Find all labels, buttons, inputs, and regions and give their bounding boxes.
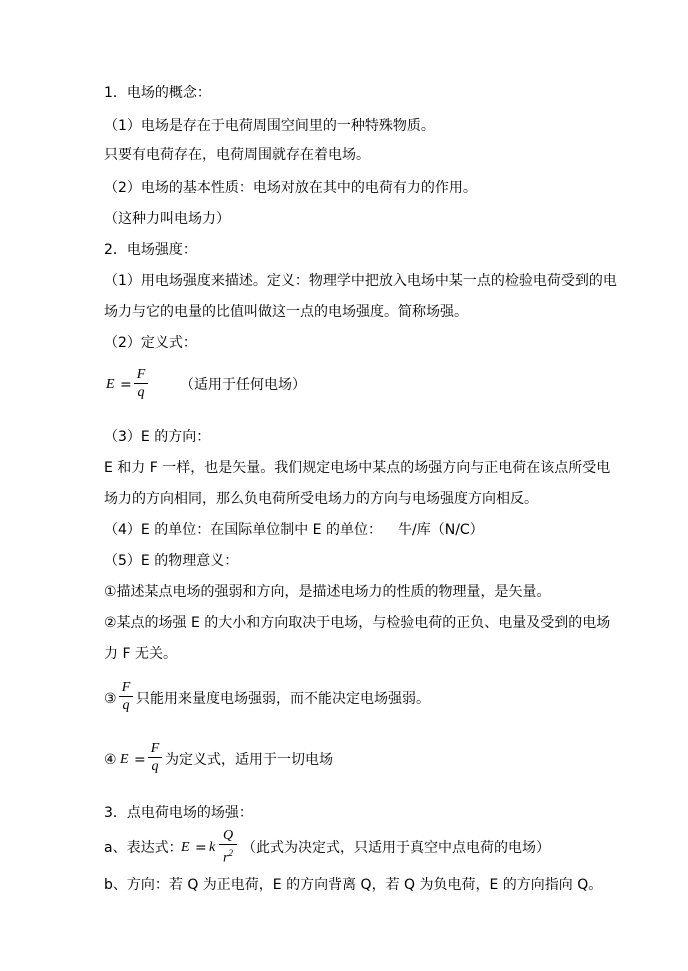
paragraph-line: （3）E 的方向： bbox=[104, 429, 211, 445]
formula-E: E bbox=[106, 377, 115, 392]
paragraph-line: （4）E 的单位：在国际单位制中 E 的单位： bbox=[104, 522, 382, 538]
paragraph-line: （5）E 的物理意义： bbox=[104, 553, 239, 569]
fraction-numerator: F bbox=[136, 367, 146, 382]
fraction-F-over-q bbox=[134, 367, 148, 400]
paragraph-line: （这种力叫电场力） bbox=[104, 211, 230, 227]
section-2-heading: 2．电场强度： bbox=[104, 242, 197, 258]
fraction-numerator: Q bbox=[222, 828, 234, 843]
formula-E: E bbox=[120, 752, 129, 767]
paragraph-line: （1）用电场强度来描述。定义：物理学中把放入电场中某一点的检验电荷受到的电 bbox=[104, 273, 617, 289]
paragraph-line: （2）定义式： bbox=[104, 335, 197, 351]
fraction-F-over-q bbox=[119, 680, 133, 713]
fraction-denominator bbox=[219, 846, 237, 866]
paragraph-line: 只能用来量度电场强弱，而不能决定电场强弱。 bbox=[136, 691, 430, 707]
fraction-Q-over-r2 bbox=[219, 828, 237, 866]
item-marker: ④ bbox=[104, 752, 117, 768]
item-marker: ③ bbox=[104, 691, 117, 707]
formula-k: k bbox=[209, 840, 216, 855]
section-3-heading: 3．点电荷电场的场强： bbox=[104, 805, 253, 821]
formula-exponent: 2 bbox=[228, 848, 233, 858]
fraction-F-over-q bbox=[148, 741, 162, 774]
formula-r: r bbox=[223, 850, 229, 866]
paragraph-line: E 和力 F 一样，也是矢量。我们规定电场中某点的场强方向与正电荷在该点所受电 bbox=[104, 460, 611, 476]
fraction-bar bbox=[119, 696, 133, 697]
paragraph-line: ①描述某点电场的强弱和方向，是描述电场力的性质的物理量，是矢量。 bbox=[104, 584, 551, 600]
paragraph-line: 为定义式，适用于一切电场 bbox=[165, 752, 333, 768]
fraction-numerator: F bbox=[121, 680, 131, 695]
fraction-bar bbox=[219, 844, 237, 845]
fraction-denominator: q bbox=[137, 385, 145, 400]
fraction-denominator: q bbox=[151, 759, 159, 774]
section-1-heading: 1．电场的概念： bbox=[104, 85, 211, 101]
formula-E: E bbox=[181, 840, 190, 855]
paragraph-line: （1）电场是存在于电荷周围空间里的一种特殊物质。 bbox=[104, 118, 435, 134]
unit-text: 牛/库（N/C） bbox=[398, 522, 484, 538]
paragraph-line: 场力的方向相同，那么负电荷所受电场力的方向与电场强度方向相反。 bbox=[104, 491, 538, 507]
paragraph-line: （2）电场的基本性质：电场对放在其中的电荷有力的作用。 bbox=[104, 180, 477, 196]
formula-equals: = bbox=[120, 377, 132, 393]
fraction-denominator: q bbox=[122, 698, 130, 713]
formula-equals: = bbox=[134, 752, 146, 768]
paragraph-line: a、表达式： bbox=[104, 840, 183, 856]
formula-equals: = bbox=[195, 840, 207, 856]
paragraph-line: 场力与它的电量的比值叫做这一点的电场强度。简称场强。 bbox=[104, 304, 468, 320]
paragraph-line: ②某点的场强 E 的大小和方向取决于电场，与检验电荷的正负、电量及受到的电场 bbox=[104, 615, 611, 631]
paragraph-line: 只要有电荷存在，电荷周围就存在着电场。 bbox=[104, 147, 370, 163]
fraction-numerator: F bbox=[150, 741, 160, 756]
paragraph-line: 力 F 无关。 bbox=[104, 646, 177, 662]
fraction-bar bbox=[134, 383, 148, 384]
paragraph-line: （此式为决定式，只适用于真空中点电荷的电场） bbox=[242, 840, 550, 856]
fraction-bar bbox=[148, 757, 162, 758]
paragraph-line: b、方向：若 Q 为正电荷，E 的方向背离 Q，若 Q 为负电荷，E 的方向指向 Q。 bbox=[104, 877, 603, 893]
paragraph-line: （适用于任何电场） bbox=[180, 377, 306, 393]
